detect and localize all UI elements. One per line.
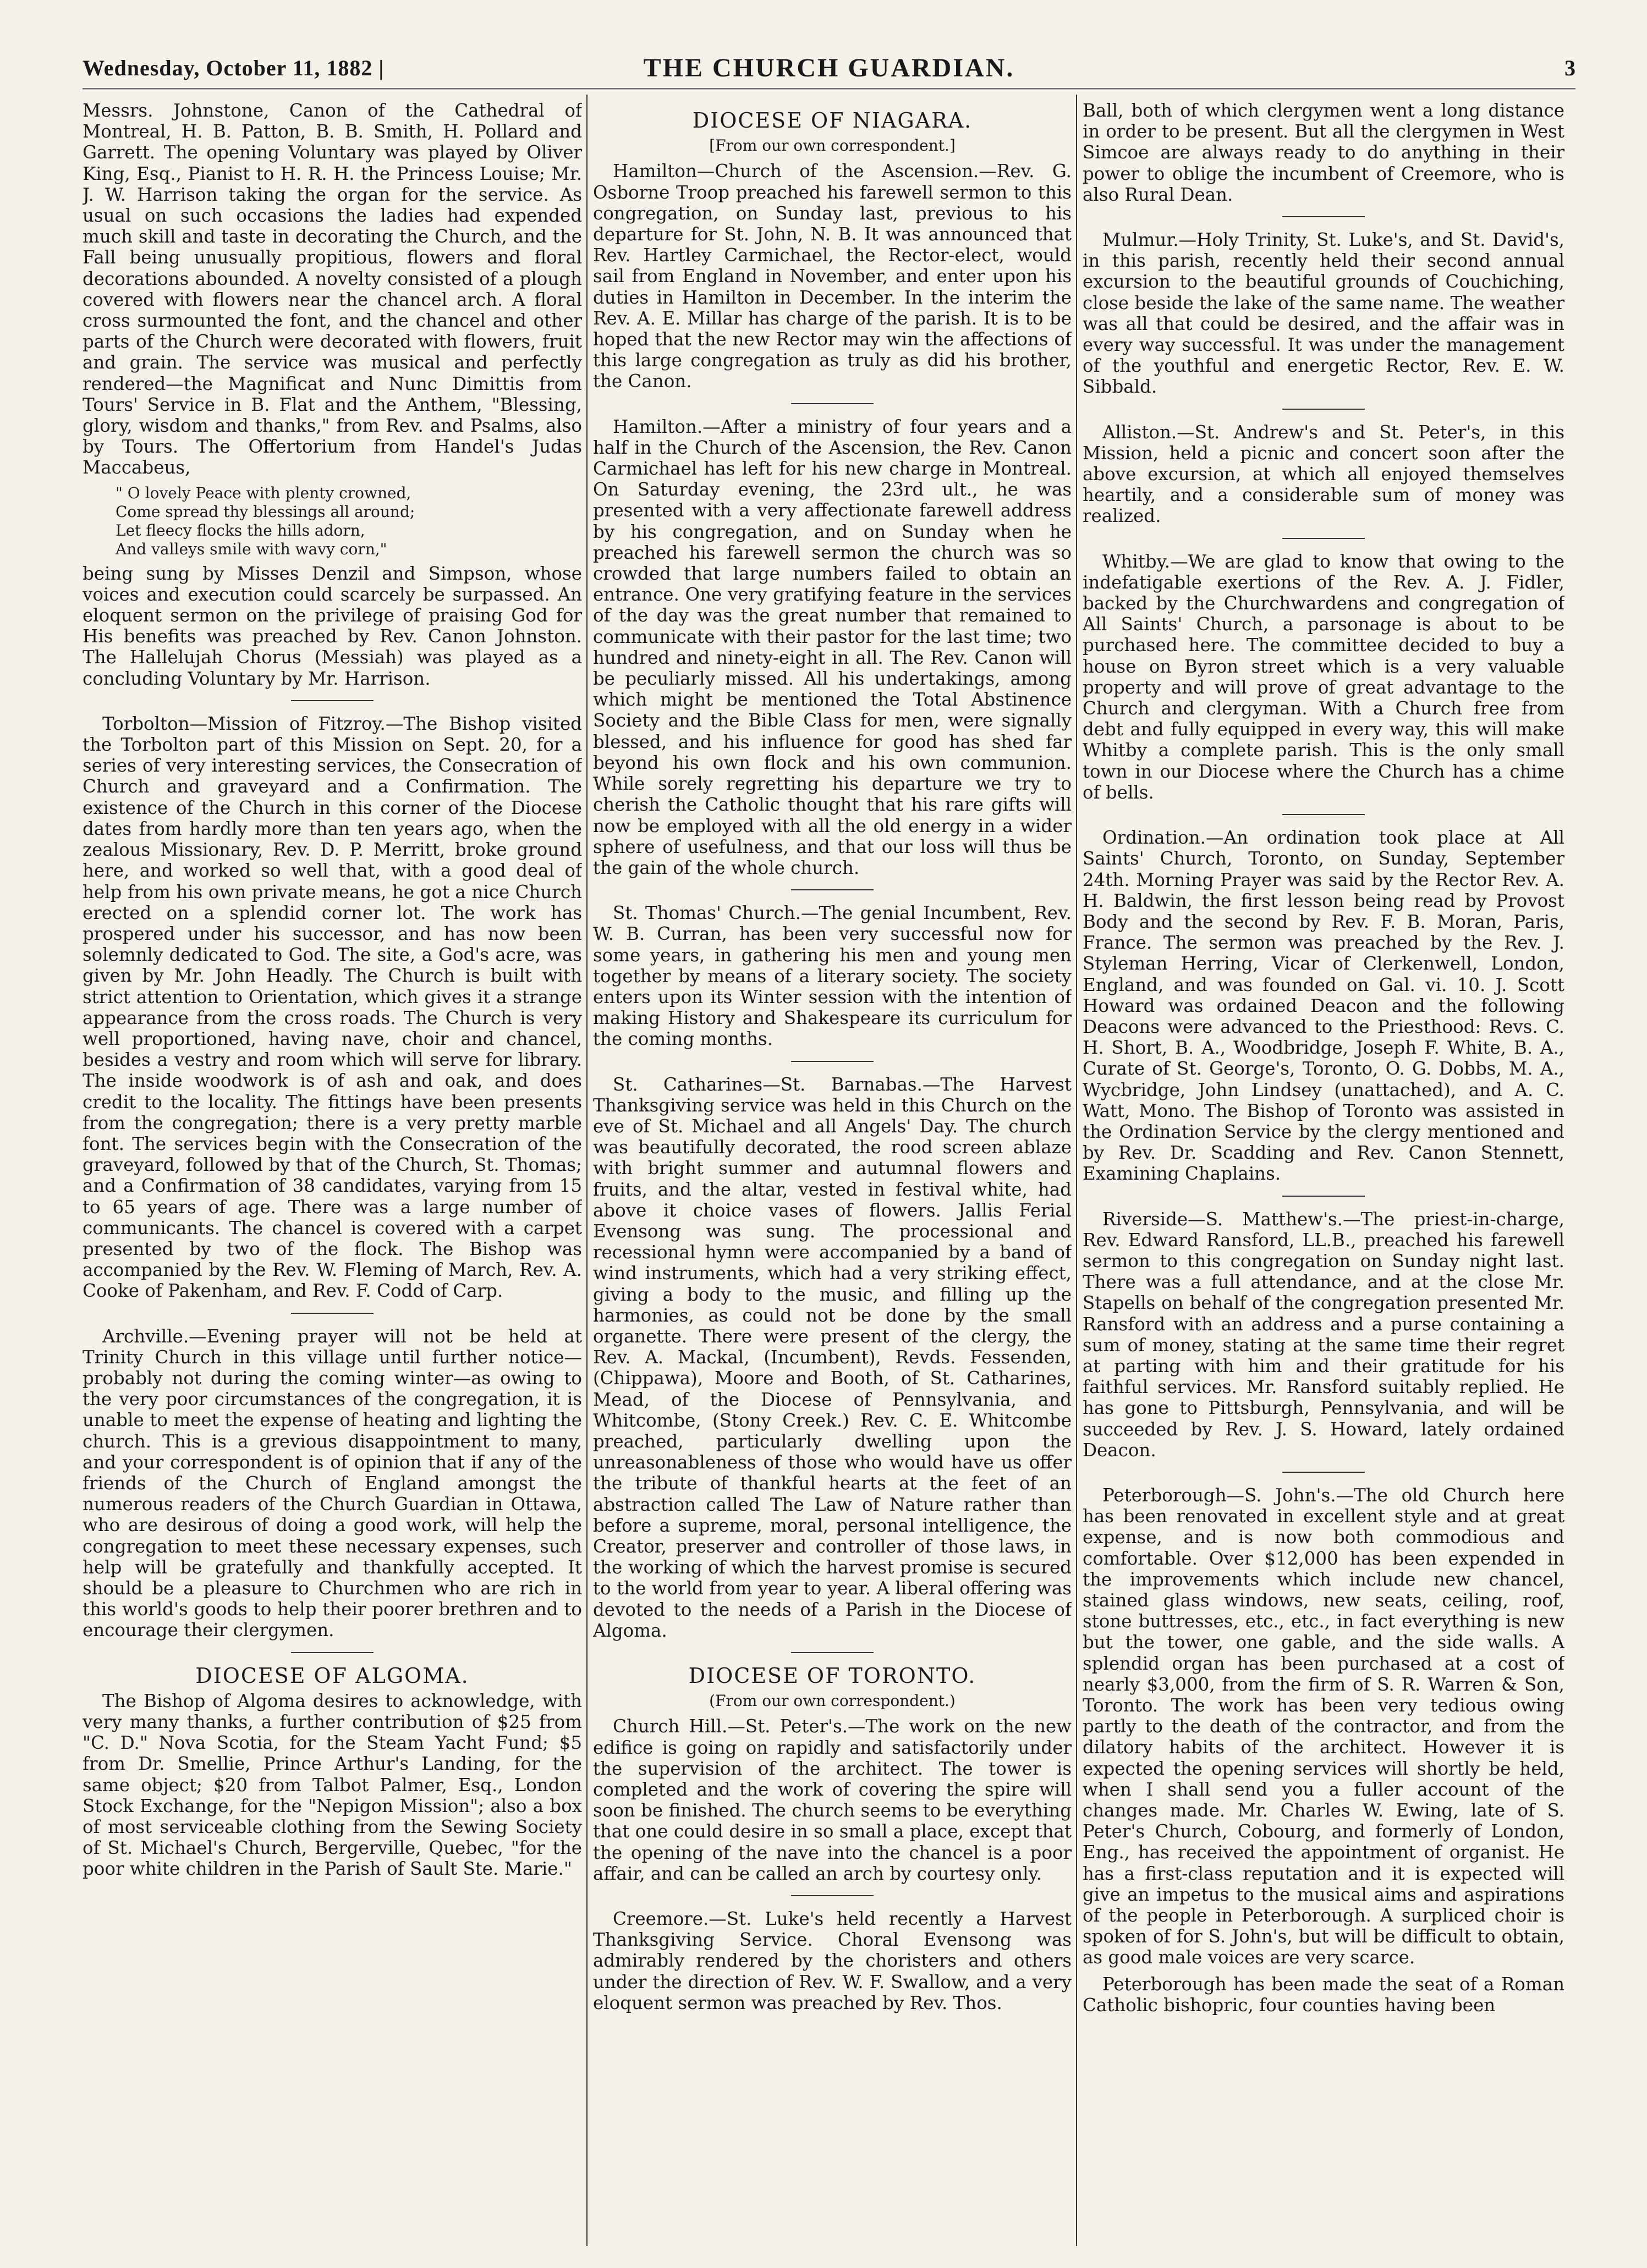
divider bbox=[791, 403, 874, 404]
divider bbox=[1282, 409, 1365, 410]
divider bbox=[1282, 1196, 1365, 1197]
section-heading-algoma: DIOCESE OF ALGOMA. bbox=[195, 1663, 469, 1688]
divider bbox=[291, 1313, 374, 1314]
article-peterborough: Peterborough—S. John's.—The old Church here has been renovated in excellent style and at great expense, and is now both commodious and comfortable. Over $12,000 has been expended in the improvements which include new chancel, stained glass windows, new seats, ceiling, roof, stone buttresses, etc., etc., in fact everything is new but the tower, one gable, and the side walls. A splendid organ has been purchased at a cost of nearly $3,000, from the firm of S. R. Warren & Son, Toronto. The work has been very tedious owing partly to the death of the contractor, and from the dilatory habits of the architect. However it is expected the opening services will shortly be held, when I shall send you a fuller account of the changes made. Mr. Charles W. Ewing, late of S. Peter's Church, Cobourg, and formerly of London, Eng., has received the appointment of organist. He has a first-class reputation and it is expected will give an impetus to the musical aims and aspirations of the people in Peterborough. A surpliced choir is spoken of for S. John's, but will be difficult to obtain, as good male voices are very scarce. bbox=[1083, 1484, 1564, 1968]
article-ordination: Ordination.—An ordination took place at All Saints' Church, Toronto, on Sunday, September 24th. Morning Prayer was said by the Rector Rev. A. H. Baldwin, the first lesson being read by Provost Body and the second by Rev. F. B. Moran, Paris, France. The sermon was preached by the Rev. J. Styleman Herring, Vicar of Clerkenwell, London, England, and was founded on Gal. vi. 10. J. Scott Howard was ordained Deacon and the following Deacons were advanced to the Priesthood: Revs. C. H. Short, B. A., Woodbridge, Joseph F. White, B. A., Curate of St. George's, Toronto, O. G. Dobbs, M. A., Wycbridge, John Lindsey (unattached), and A. C. Watt, Mono. The Bishop of Toronto was assisted in the Ordination Service by the clergy mentioned and by Rev. Dr. Scadding and Rev. Canon Stennett, Examining Chaplains. bbox=[1083, 827, 1564, 1185]
article-st-thomas: St. Thomas' Church.—The genial Incumbent, Rev. W. B. Curran, has been very successful now for some years, in gathering his men and young men together by means of a literary society. The society enters upon its Winter session with the intention of making History and Shakespeare its curriculum for the coming months. bbox=[593, 902, 1072, 1050]
article-alliston: Alliston.—St. Andrew's and St. Peter's, in this Mission, held a picnic and concert soon after the above excursion, at which all enjoyed themselves heartily, and a considerable sum of money was realized. bbox=[1083, 421, 1564, 527]
column-1 bbox=[83, 100, 582, 2246]
divider bbox=[291, 700, 374, 701]
correspondent-note: (From our own correspondent.) bbox=[709, 1692, 956, 1710]
poem-line: And valleys smile with wavy corn," bbox=[116, 540, 387, 558]
column-rule bbox=[1076, 95, 1077, 2246]
article-mulmur: Mulmur.—Holy Trinity, St. Luke's, and St. David's, in this parish, recently held their second annual excursion to the beautiful grounds of Couchiching, close beside the lake of the same name. The weather was all that could be desired, and the affair was in every way successful. It was under the management of the youthful and energetic Rector, Rev. E. W. Sibbald. bbox=[1083, 229, 1564, 398]
issue-date: Wednesday, October 11, 1882 | bbox=[83, 56, 385, 80]
article-hamilton: Hamilton.—After a ministry of four years and a half in the Church of the Ascension, the Rev. Canon Carmichael has left for his new charge in Montreal. On Saturday evening, the 23rd ult., he was presented with a very affectionate farewell address by his congregation, and on Sunday when he preached his farewell sermon the church was so crowded that large numbers failed to obtain an entrance. One very gratifying feature in the services of the day was the great number that remained to communicate with their pastor for the last time; two hundred and ninety-eight in all. The Rev. Canon will be peculiarly missed. All his undertakings, among which might be mentioned the Total Abstinence Society and the Bible Class for men, were signally blessed, and his influence for good has shed far beyond his own flock and his own communion. While sorely regretting his departure we try to cherish the Catholic thought that his rare gifts will now be employed with all the old energy in a wider sphere of usefulness, and that our loss will thus be the gain of the whole church. bbox=[593, 416, 1072, 878]
poem-line: Let fleecy flocks the hills adorn, bbox=[116, 521, 365, 540]
divider bbox=[791, 1895, 874, 1896]
header-rule bbox=[83, 88, 1575, 90]
divider bbox=[791, 1061, 874, 1062]
article-continuation: Ball, both of which clergymen went a long distance in order to be present. But all the clergymen in West Simcoe are always ready to do anything in their power to oblige the incumbent of Creemore, who is also Rural Dean. bbox=[1083, 100, 1564, 205]
newspaper-title: THE CHURCH GUARDIAN. bbox=[643, 53, 1015, 82]
poem-line: Come spread thy blessings all around; bbox=[116, 502, 415, 521]
divider bbox=[1282, 538, 1365, 539]
column-3 bbox=[1083, 100, 1564, 2246]
page-number: 3 bbox=[1564, 56, 1575, 80]
correspondent-note: [From our own correspondent.] bbox=[709, 136, 956, 155]
article-archville: Archville.—Evening prayer will not be held at Trinity Church in this village until further notice—probably not during the coming winter—as owing to the very poor circumstances of the congregation, it is unable to meet the expense of heating and lighting the church. This is a grevious disappointment to many, and your correspondent is of opinion that if any of the friends of the Church of England amongst the numerous readers of the Church Guardian in Ottawa, who are desirous of doing a good work, will help the congregation to meet these necessary expenses, such help will be gratefully and thankfully accepted. It should be a pleasure to Churchmen who are rich in this world's goods to help their poorer brethren and to encourage their clergymen. bbox=[83, 1325, 582, 1641]
divider bbox=[1282, 814, 1365, 815]
column-rule bbox=[586, 95, 588, 2246]
article-paragraph: Messrs. Johnstone, Canon of the Cathedral of Montreal, H. B. Patton, B. B. Smith, H. Pollard and Garrett. The opening Voluntary was played by Oliver King, Esq., Pianist to H. R. H. the Princess Louise; Mr. J. W. Harrison taking the organ for the service. As usual on such occasions the ladies had expended much skill and taste in decorating the Church, and the Fall being unusually propitious, flowers and floral decorations abounded. A novelty consisted of a plough covered with flowers near the chancel arch. A floral cross surmounted the font, and the chancel and other parts of the Church were decorated with flowers, fruit and grain. The service was musical and perfectly rendered—the Magnificat and Nunc Dimittis from Tours' Service in B. Flat and the Anthem, "Blessing, glory, wisdom and thanks," from Rev. and Psalms, also by Tours. The Offertorium from Handel's Judas Maccabeus, bbox=[83, 100, 582, 478]
divider bbox=[791, 1652, 874, 1653]
article-whitby: Whitby.—We are glad to know that owing to the indefatigable exertions of the Rev. A. J. Fidler, backed by the Churchwardens and congregation of All Saints' Church, a parsonage is about to be purchased here. The committee decided to buy a house on Byron street which is a very valuable property and will prove of great advantage to the Church and clergyman. With a Church free from debt and fully equipped in every way, this will make Whitby a complete parish. This is the only small town in our Diocese where the Church has a chime of bells. bbox=[1083, 551, 1564, 803]
article-riverside: Riverside—S. Matthew's.—The priest-in-charge, Rev. Edward Ransford, LL.B., preached his farewell sermon to this congregation on Sunday night last. There was a full attendance, and at the close Mr. Stapells on behalf of the congregation presented Mr. Ransford with an address and a purse containing a sum of money, stating at the same time their regret at parting with him and their gratitude for his faithful services. Mr. Ransford suitably replied. He has gone to Pittsburgh, Pennsylvania, and will be succeeded by Rev. J. S. Howard, lately ordained Deacon. bbox=[1083, 1208, 1564, 1461]
section-heading-toronto: DIOCESE OF TORONTO. bbox=[688, 1664, 976, 1688]
article-creemore: Creemore.—St. Luke's held recently a Harvest Thanksgiving Service. Choral Evensong was admirably rendered by the choristers and others under the direction of Rev. W. F. Swallow, and a very eloquent sermon was preached by Rev. Thos. bbox=[593, 1908, 1072, 2013]
article-algoma: The Bishop of Algoma desires to acknowledge, with very many thanks, a further contribution of $25 from "C. D." Nova Scotia, for the Steam Yacht Fund; $5 from Dr. Smellie, Prince Arthur's Landing, for the same object; $20 from Talbot Palmer, Esq., London Stock Exchange, for the "Nepigon Mission"; also a box of most serviceable clothing from the Sewing Society of St. Michael's Church, Bergerville, Quebec, "for the poor white children in the Parish of Sault Ste. Marie." bbox=[83, 1690, 582, 1880]
article-paragraph: being sung by Misses Denzil and Simpson, whose voices and execution could scarcely be surpassed. An eloquent sermon on the privilege of praising God for His benefits was preached by Rev. Canon Johnston. The Hallelujah Chorus (Messiah) was played as a concluding Voluntary by Mr. Harrison. bbox=[83, 563, 582, 689]
section-heading-niagara: DIOCESE OF NIAGARA. bbox=[692, 108, 973, 133]
article-st-catharines: St. Catharines—St. Barnabas.—The Harvest Thanksgiving service was held in this Church on the eve of St. Michael and all Angels' Day. The church was beautifully decorated, the rood screen ablaze with bright summer and autumnal flowers and fruits, and the altar, vested in festival white, had above it choice vases of flowers. Jallis Ferial Evensong was sung. The processional and recessional hymn were accompanied by a band of wind instruments, which had a very striking effect, giving a body to the music, and filling up the harmonies, as could not be done by the small organette. There were present of the clergy, the Rev. A. Mackal, (Incumbent), Revds. Fessenden, (Chippawa), Moore and Booth, of St. Catharines, Mead, of the Diocese of Pennsylvania, and Whitcombe, (Stony Creek.) Rev. C. E. Whitcombe preached, particularly dwelling upon the unreasonableness of those who would have us offer the tribute of thankful hearts at the feet of an abstraction called The Law of Nature rather than before a supreme, moral, personal intelligence, the Creator, preserver and controller of those laws, in the working of which the harvest promise is secured to the world from year to year. A liberal offering was devoted to the needs of a Parish in the Diocese of Algoma. bbox=[593, 1074, 1072, 1641]
article-torbolton: Torbolton—Mission of Fitzroy.—The Bishop visited the Torbolton part of this Mission on Sept. 20, for a series of very interesting services, the Consecration of Church and graveyard and a Confirmation. The existence of the Church in this corner of the Diocese dates from hardly more than ten years ago, when the zealous Missionary, Rev. D. P. Merritt, broke ground here, and worked so well that, with a good deal of help from his own private means, he got a nice Church erected on a splendid corner lot. The work has prospered under his successor, and has now been solemnly dedicated to God. The site, a God's acre, was given by Mr. John Headly. The Church is built with strict attention to Orientation, which gives it a strange appearance from the cross roads. The Church is very well proportioned, having nave, choir and chancel, besides a vestry and room which will serve for library. The inside woodwork is of ash and oak, and does credit to the locality. The fittings have been presents from the congregation; there is a very pretty marble font. The services begin with the Consecration of the graveyard, followed by that of the Church, St. Thomas; and a Confirmation of 38 candidates, varying from 15 to 65 years of age. There was a large number of communicants. The chancel is covered with a carpet presented by two of the flock. The Bishop was accompanied by the Rev. W. Fleming of March, Rev. A. Cooke of Pakenham, and Rev. F. Codd of Carp. bbox=[83, 713, 582, 1302]
article-peterborough-2: Peterborough has been made the seat of a Roman Catholic bishopric, four counties having been bbox=[1083, 1973, 1564, 2016]
masthead bbox=[83, 51, 1575, 85]
poem bbox=[116, 484, 582, 559]
divider bbox=[1282, 1472, 1365, 1473]
divider bbox=[1282, 216, 1365, 217]
poem-line: " O lovely Peace with plenty crowned, bbox=[116, 483, 411, 502]
divider bbox=[291, 1652, 374, 1653]
article-hamilton-ascension: Hamilton—Church of the Ascension.—Rev. G. Osborne Troop preached his farewell sermon to this congregation, on Sunday last, previous to his departure for St. John, N. B. It was announced that Rev. Hartley Carmichael, the Rector-elect, would sail from England in November, and enter upon his duties in Hamilton in December. In the interim the Rev. A. E. Millar has charge of the parish. It is to be hoped that the new Rector may win the affections of this large congregation as truly as did his brother, the Canon. bbox=[593, 161, 1072, 392]
article-church-hill: Church Hill.—St. Peter's.—The work on the new edifice is going on rapidly and satisfactorily under the supervision of the architect. The tower is completed and the work of covering the spire will soon be finished. The church seems to be everything that one could desire in so small a place, except that the opening of the nave into the chancel is a poor affair, and can be called an arch by courtesy only. bbox=[593, 1716, 1072, 1884]
column-2 bbox=[593, 100, 1072, 2246]
divider bbox=[791, 889, 874, 890]
